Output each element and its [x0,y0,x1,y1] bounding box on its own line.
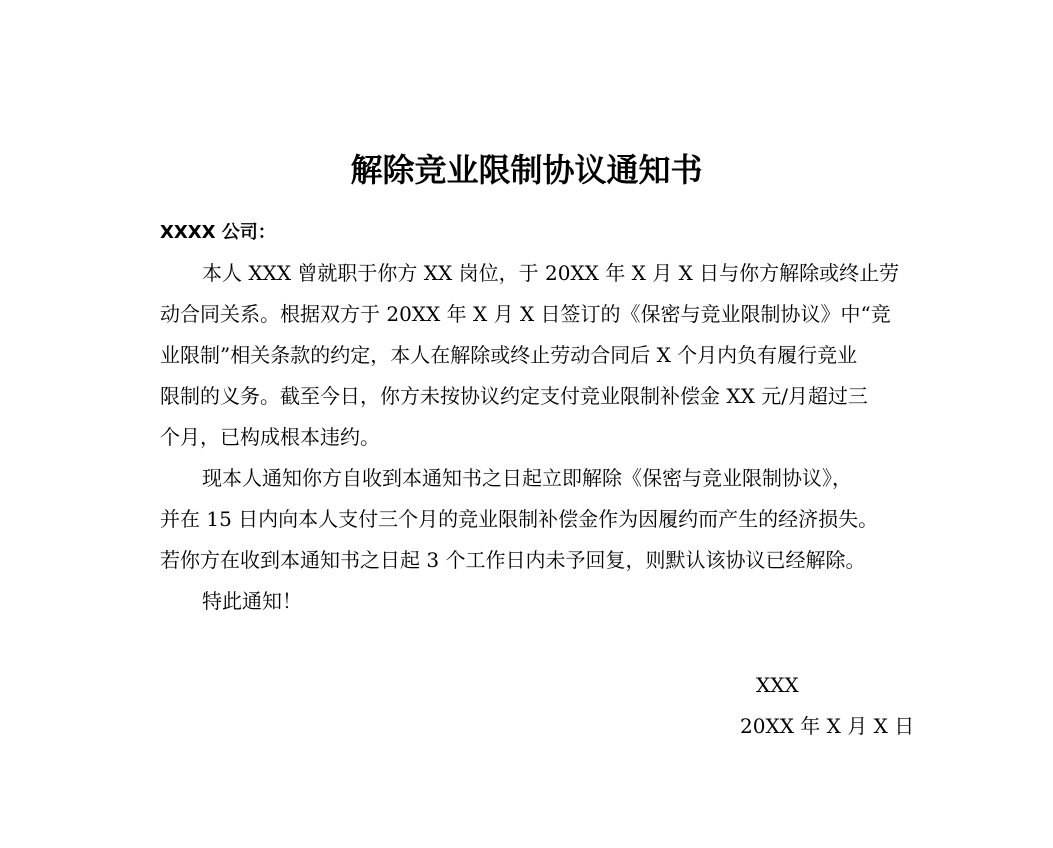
paragraph-line: 若你方在收到本通知书之日起 3 个工作日内未予回复，则默认该协议已经解除。 [160,548,866,572]
signer-name: XXX [756,673,799,697]
document-title: 解除竞业限制协议通知书 [350,151,703,189]
signature-block [736,665,936,747]
paragraph-line: 个月，已构成根本违约。 [160,425,380,449]
closing-paragraph [160,581,900,622]
paragraph-line: 业限制”相关条款的约定，本人在解除或终止劳动合同后 X 个月内负有履行竞业 [160,343,858,367]
paragraph-line: 现本人通知你方自收到本通知书之日起立即解除《保密与竞业限制协议》， [202,466,852,490]
paragraph-termination-reason [160,253,900,458]
signature-date: 20XX 年 X 月 X 日 [740,714,915,738]
paragraph-line: 限制的义务。截至今日，你方未按协议约定支付竞业限制补偿金 XX 元/月超过三 [160,384,868,408]
paragraph-notice [160,458,900,581]
paragraph-line: 并在 15 日内向本人支付三个月的竞业限制补偿金作为因履约而产生的经济损失。 [160,507,879,531]
paragraph-line: 动合同关系。根据双方于 20XX 年 X 月 X 日签订的《保密与竞业限制协议》中“竞 [160,302,891,326]
salutation: XXXX 公司： [160,222,276,243]
closing-line: 特此通知！ [202,589,302,613]
document-body [160,212,900,622]
paragraph-line: 本人 XXX 曾就职于你方 XX 岗位，于 20XX 年 X 月 X 日与你方解除或终止劳 [202,261,900,285]
